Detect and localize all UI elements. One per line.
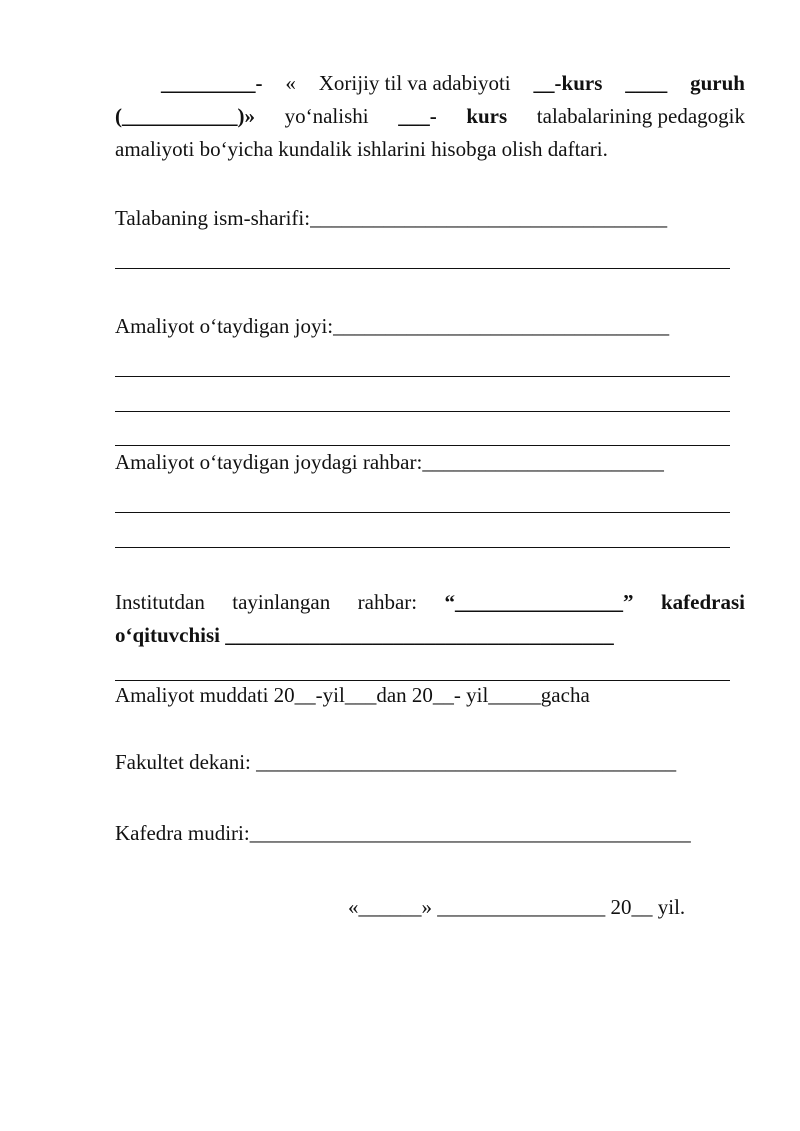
institute-word-3: rahbar: xyxy=(357,590,418,614)
open-quote: « xyxy=(285,71,296,95)
student-name-field xyxy=(115,205,745,231)
institute-word-1: Institutdan xyxy=(115,590,205,614)
blank-line xyxy=(115,547,730,548)
teacher-field xyxy=(115,622,745,648)
place-supervisor-label: Amaliyot o‘taydigan joydagi rahbar: xyxy=(115,450,423,474)
dean-label: Fakultet dekani: xyxy=(115,750,251,774)
institute-supervisor-line xyxy=(115,589,745,615)
dean-blank[interactable]: ________________________________________ xyxy=(256,750,677,774)
group-label: guruh xyxy=(690,71,745,95)
blank-line xyxy=(115,445,730,446)
dean-field xyxy=(115,749,745,775)
practice-place-label: Amaliyot o‘taydigan joyi: xyxy=(115,314,334,338)
blank-line xyxy=(115,680,730,681)
place-supervisor-blank[interactable]: _______________________ xyxy=(422,450,664,474)
practice-period xyxy=(115,682,745,708)
direction-label: yo‘nalishi xyxy=(284,104,369,128)
student-name-blank[interactable]: __________________________________ xyxy=(310,206,668,230)
student-name-label: Talabaning ism-sharifi: xyxy=(115,206,311,230)
blank-line xyxy=(115,268,730,269)
practice-place-blank[interactable]: ________________________________ xyxy=(333,314,670,338)
blank-line xyxy=(115,512,730,513)
practice-place-field xyxy=(115,313,745,339)
teacher-blank[interactable]: _____________________________________ xyxy=(225,623,614,647)
period-start-blank[interactable]: ___ xyxy=(344,683,377,707)
faculty-blank: _________- xyxy=(161,71,263,95)
period-mid-text: dan 20__- yil xyxy=(376,683,489,707)
header-line-1 xyxy=(115,70,745,96)
header-line-2 xyxy=(115,103,745,129)
period-end-blank[interactable]: _____ xyxy=(488,683,541,707)
group-blank: ____ xyxy=(625,71,668,95)
students-practice: talabalarining pedagogik xyxy=(536,104,745,128)
department-head-blank[interactable]: __________________________________________ xyxy=(249,821,691,845)
period-start-text: Amaliyot muddati 20__-yil xyxy=(115,683,345,707)
place-supervisor-field xyxy=(115,449,745,475)
date-line: «______» ________________ 20__ yil. xyxy=(348,895,686,919)
department-head-label: Kafedra mudiri: xyxy=(115,821,250,845)
institute-word-2: tayinlangan xyxy=(232,590,331,614)
period-end-text: gacha xyxy=(540,683,590,707)
blank-line xyxy=(115,411,730,412)
header-line-3: amaliyoti bo‘yicha kundalik ishlarini hisobga olish daftari. xyxy=(115,137,608,161)
direction-blank: (___________)» xyxy=(115,104,255,128)
specialty-name: Xorijiy til va adabiyoti xyxy=(318,71,511,95)
teacher-label: o‘qituvchisi xyxy=(115,623,221,647)
course-label: kurs xyxy=(466,104,508,128)
department-label: kafedrasi xyxy=(660,590,745,614)
blank-line xyxy=(115,376,730,377)
department-head-field xyxy=(115,820,745,846)
course-blank: __-kurs xyxy=(533,71,603,95)
department-blank[interactable]: “________________” xyxy=(444,590,634,614)
course-blank-2: ___- xyxy=(398,104,437,128)
